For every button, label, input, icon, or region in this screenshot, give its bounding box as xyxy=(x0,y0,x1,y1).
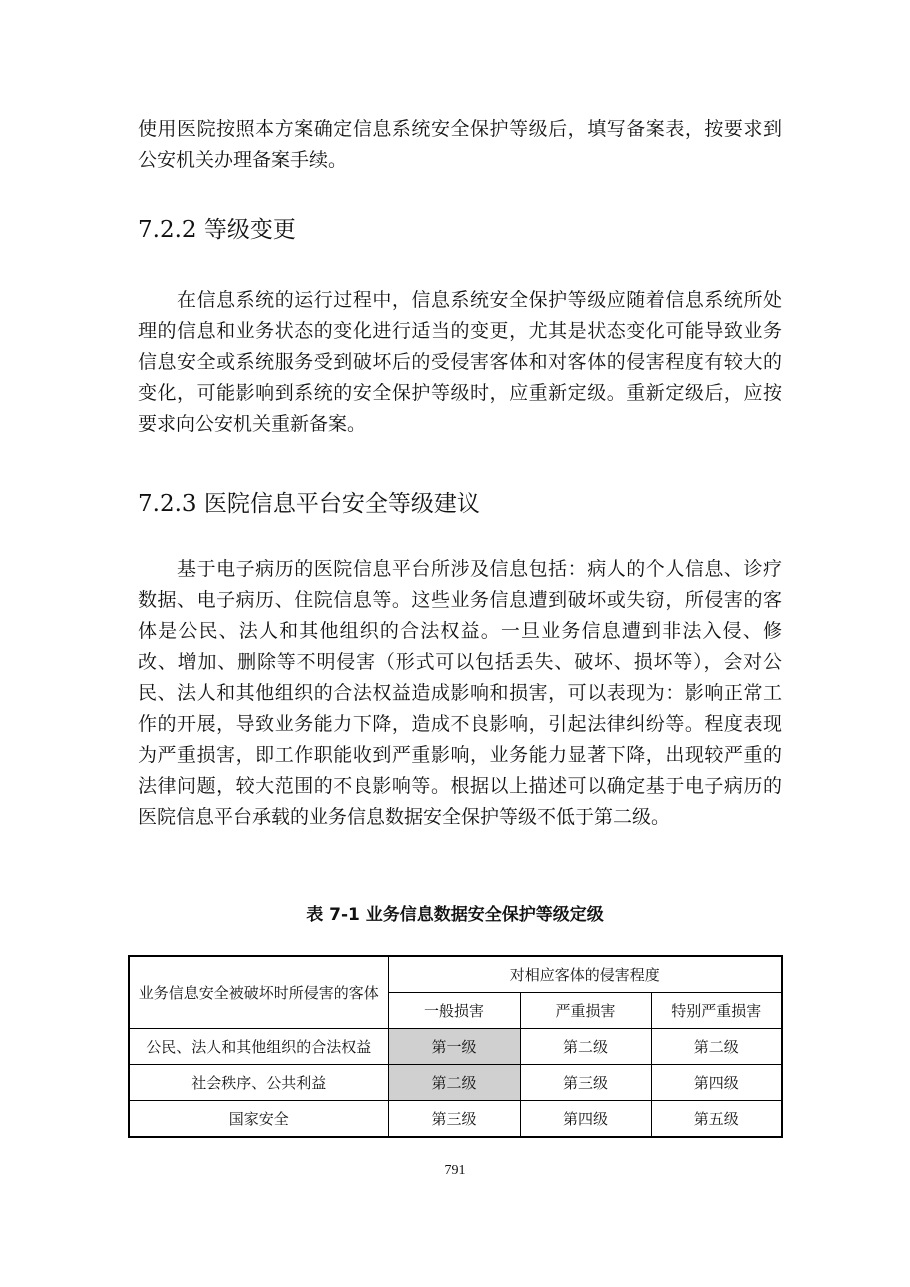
row-subject: 公民、法人和其他组织的合法权益 xyxy=(129,1029,388,1065)
table-row xyxy=(129,1101,782,1138)
paragraph-intro: 使用医院按照本方案确定信息系统安全保护等级后，填写备案表，按要求到公安机关办理备案手续。 xyxy=(138,118,782,171)
level-cell: 第四级 xyxy=(520,1101,651,1138)
level-cell: 第三级 xyxy=(520,1065,651,1101)
level-cell: 第四级 xyxy=(651,1065,782,1101)
paragraph-level-change: 在信息系统的运行过程中，信息系统安全保护等级应随着信息系统所处理的信息和业务状态的变化进行适当的变更，尤其是状态变化可能导致业务信息安全或系统服务受到破坏后的受侵害客体和对客体的侵害程度有较大的变化，可能影响到系统的安全保护等级时，应重新定级。重新定级后，应按要求向公安机关重新备案。 xyxy=(138,289,782,435)
security-level-table xyxy=(128,955,783,1138)
page-number: 791 xyxy=(444,1163,466,1178)
degree-column-serious: 严重损害 xyxy=(520,993,651,1029)
level-cell: 第二级 xyxy=(520,1029,651,1065)
table-header-row xyxy=(129,956,782,993)
level-cell: 第二级 xyxy=(651,1029,782,1065)
subject-header-cell: 业务信息安全被破坏时所侵害的客体 xyxy=(129,956,388,1029)
heading-7-2-3: 7.2.3 医院信息平台安全等级建议 xyxy=(138,491,480,517)
degree-header-cell: 对相应客体的侵害程度 xyxy=(388,956,782,993)
degree-column-general: 一般损害 xyxy=(388,993,520,1029)
level-cell: 第三级 xyxy=(388,1101,520,1138)
level-cell: 第一级 xyxy=(388,1029,520,1065)
row-subject: 社会秩序、公共利益 xyxy=(129,1065,388,1101)
level-cell: 第五级 xyxy=(651,1101,782,1138)
paragraph-level-suggestion: 基于电子病历的医院信息平台所涉及信息包括：病人的个人信息、诊疗数据、电子病历、住院信息等。这些业务信息遭到破坏或失窃，所侵害的客体是公民、法人和其他组织的合法权益。一旦业务信息遭到非法入侵、修改、增加、删除等不明侵害（形式可以包括丢失、破坏、损坏等），会对公民、法人和其他组织的合法权益造成影响和损害，可以表现为：影响正常工作的开展，导致业务能力下降，造成不良影响，引起法律纠纷等。程度表现为严重损害，即工作职能收到严重影响，业务能力显著下降，出现较严重的法律问题，较大范围的不良影响等。根据以上描述可以确定基于电子病历的医院信息平台承载的业务信息数据安全保护等级不低于第二级。 xyxy=(138,558,782,828)
heading-7-2-2: 7.2.2 等级变更 xyxy=(138,217,296,243)
table-caption: 表 7-1 业务信息数据安全保护等级定级 xyxy=(306,905,604,925)
level-cell: 第二级 xyxy=(388,1065,520,1101)
table-row xyxy=(129,1065,782,1101)
degree-column-especially-serious: 特别严重损害 xyxy=(651,993,782,1029)
row-subject: 国家安全 xyxy=(129,1101,388,1138)
table-row xyxy=(129,1029,782,1065)
